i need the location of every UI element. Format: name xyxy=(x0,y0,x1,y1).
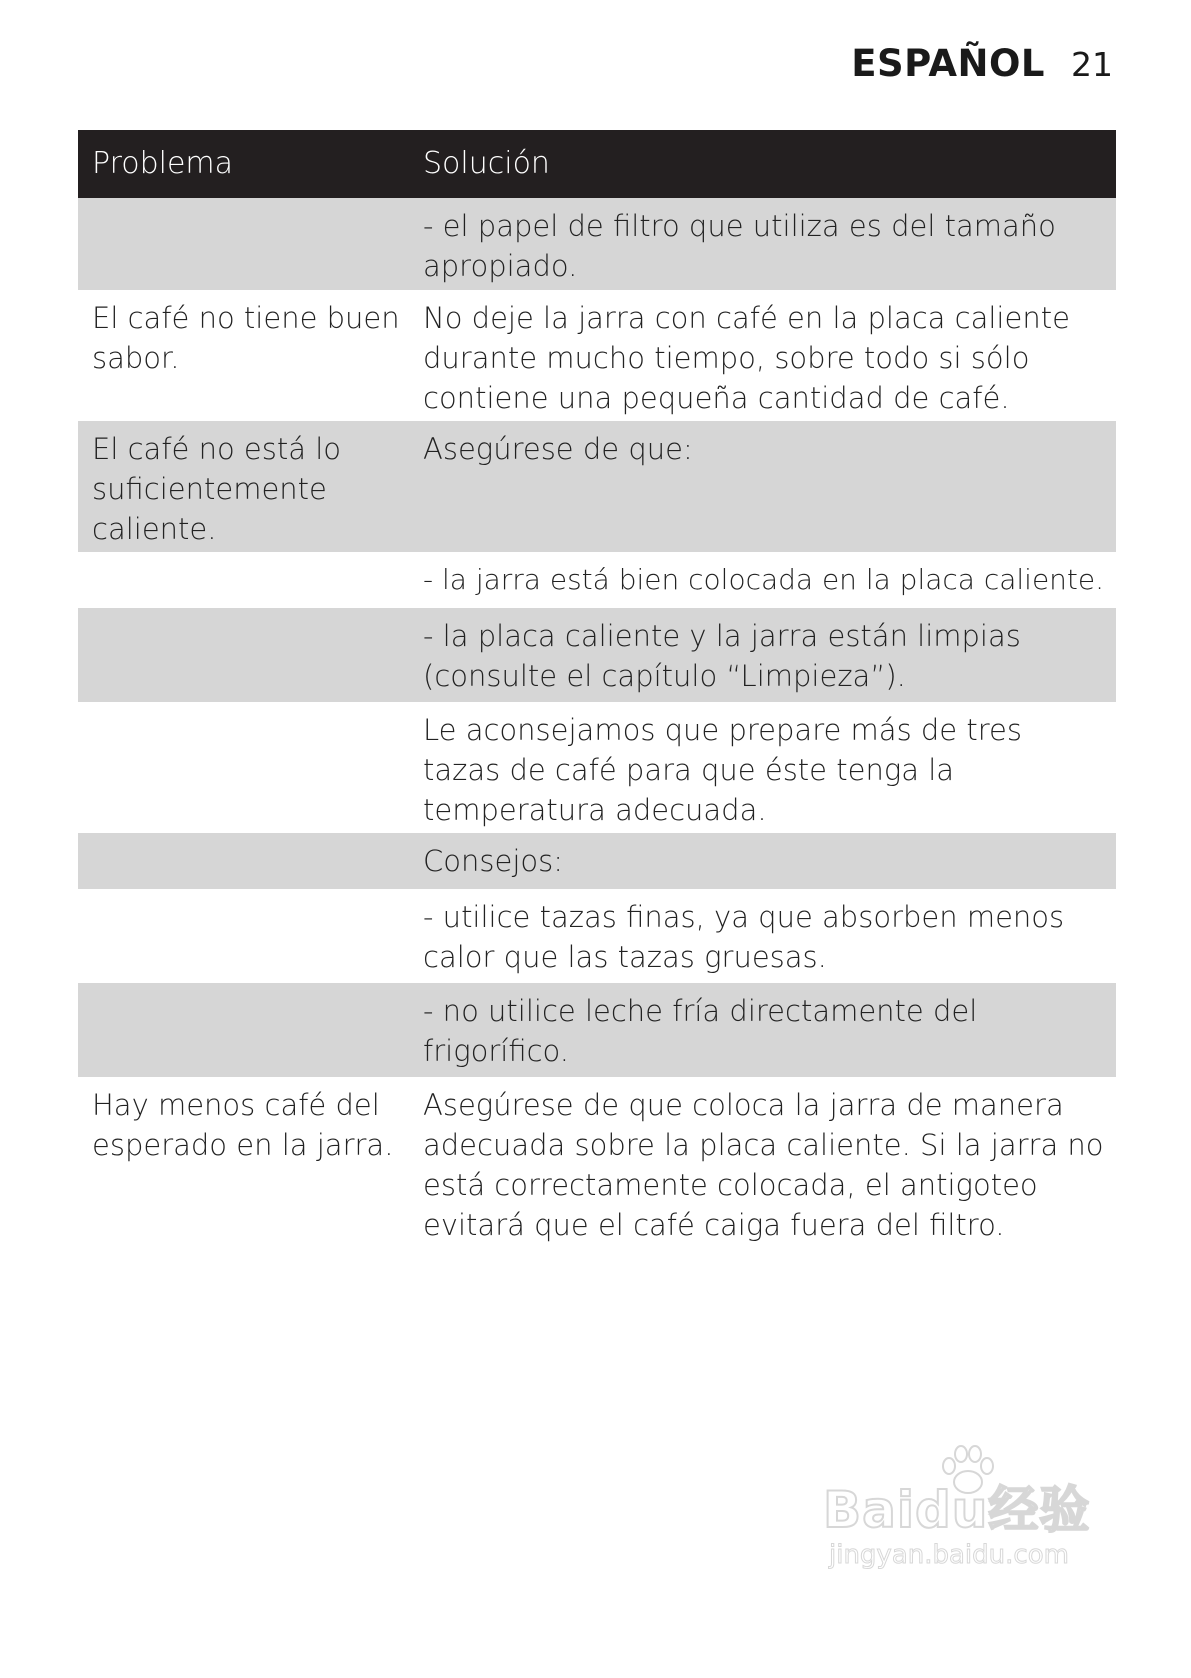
problem-cell: El café no tiene buen sabor. xyxy=(92,301,400,375)
solution-cell: Asegúrese de que coloca la jarra de manera adecuada sobre la placa caliente. Si la jarra no está correctamente colocada, el antigoteo evitará que el café caiga fuera del filtro. xyxy=(423,1088,1104,1242)
solution-cell: Consejos: xyxy=(423,844,564,878)
page-header xyxy=(851,42,1113,85)
solution-cell: Le aconsejamos que prepare más de tres tazas de café para que éste tenga la temperatura adecuada. xyxy=(423,713,1022,827)
solution-cell: - el papel de filtro que utiliza es del tamaño apropiado. xyxy=(423,209,1056,283)
section-title: ESPAÑOL xyxy=(851,42,1045,85)
troubleshooting-table xyxy=(78,130,1116,1287)
table-header-row xyxy=(78,130,1116,198)
table-row xyxy=(78,889,1116,983)
table-row xyxy=(78,702,1116,833)
problem-cell xyxy=(78,552,413,608)
table-row xyxy=(78,552,1116,608)
problem-cell xyxy=(78,608,413,702)
column-header-problem: Problema xyxy=(92,146,234,181)
table-row xyxy=(78,198,1116,290)
table-row xyxy=(78,608,1116,702)
solution-cell: - no utilice leche fría directamente del frigorífico. xyxy=(423,994,978,1068)
problem-cell xyxy=(78,983,413,1077)
table-row xyxy=(78,833,1116,889)
problem-cell xyxy=(78,889,413,983)
solution-cell: No deje la jarra con café en la placa caliente durante mucho tiempo, sobre todo si sólo contiene una pequeña cantidad de café. xyxy=(423,301,1070,415)
solution-cell: Asegúrese de que: xyxy=(423,432,693,466)
table-row xyxy=(78,290,1116,421)
problem-cell xyxy=(78,833,413,889)
problem-cell xyxy=(78,198,413,290)
watermark-brand: Baidu经验 xyxy=(823,1481,1091,1539)
page-number: 21 xyxy=(1071,45,1113,84)
problem-cell: Hay menos café del esperado en la jarra. xyxy=(92,1088,394,1162)
solution-cell: - la jarra está bien colocada en la placa caliente. xyxy=(423,563,1105,596)
table-row xyxy=(78,421,1116,552)
table-row xyxy=(78,983,1116,1077)
solution-cell: - la placa caliente y la jarra están limpias (consulte el capítulo “Limpieza”). xyxy=(423,619,1021,693)
problem-cell xyxy=(78,702,413,833)
watermark-url: jingyan.baidu.com xyxy=(829,1540,1069,1570)
solution-cell: - utilice tazas finas, ya que absorben menos calor que las tazas gruesas. xyxy=(423,900,1065,974)
baidu-watermark xyxy=(823,1440,1113,1570)
table-row xyxy=(78,1077,1116,1287)
column-header-solution: Solución xyxy=(423,146,550,181)
problem-cell: El café no está lo suficientemente caliente. xyxy=(92,432,342,546)
